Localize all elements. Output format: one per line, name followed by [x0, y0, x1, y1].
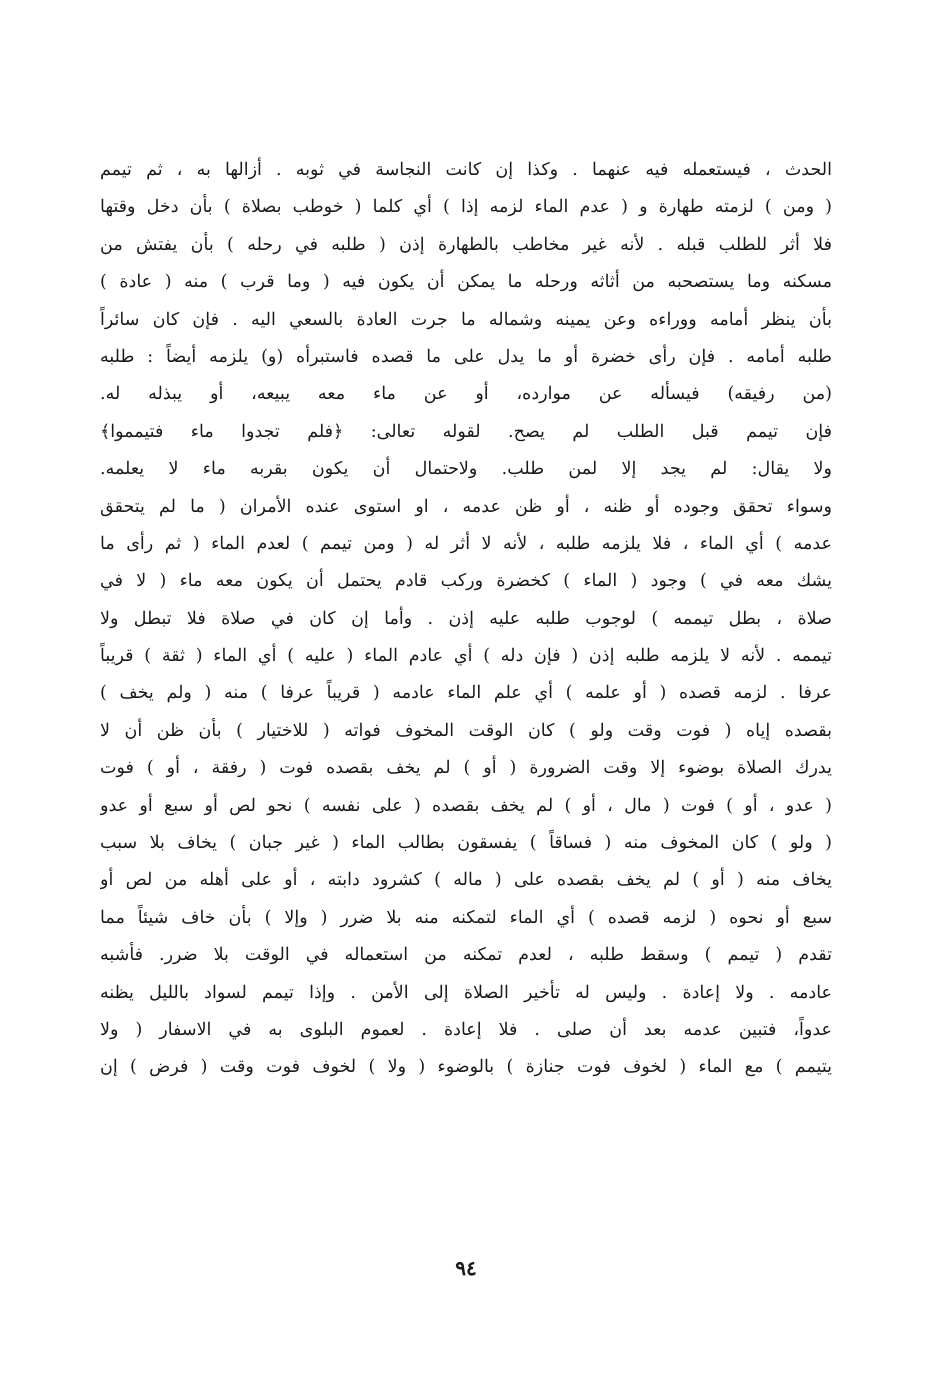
text-line-8: فإن تيمم قبل الطلب لم يصح. لقوله تعالى: ﴿فلم تجدوا ماء فتيمموا﴾	[100, 421, 832, 442]
text-line-3: فلا أثر للطلب قبله . لأنه غير مخاطب بالطهارة إذن ( طلبه في رحله ) بأن يفتش من	[100, 234, 832, 255]
text-line-13: صلاة ، بطل تيممه ) لوجوب طلبه عليه إذن . وأما إن كان في صلاة فلا تبطل ولا	[100, 608, 832, 629]
text-line-12: يشك معه في ) وجود ( الماء ) كخضرة وركب قادم يحتمل أن يكون معه ماء ( لا في	[100, 571, 832, 592]
text-line-19: ( ولو ) كان المخوف منه ( فساقاً ) يفسقون بطالب الماء ( غير جبان ) يخاف بلا سبب	[100, 833, 832, 854]
text-line-1: الحدث ، فيستعمله فيه عنهما . وكذا إن كانت النجاسة في ثوبه . أزالها به ، ثم تيمم	[100, 160, 832, 180]
body-text	[100, 152, 832, 1087]
text-line-25: يتيمم ) مع الماء ( لخوف فوت جنازة ) بالوضوء ( ولا ) لخوف فوت وقت ( فرض ) إن	[100, 1057, 832, 1078]
page-number: ٩٤	[455, 1256, 477, 1280]
text-line-22: تقدم ( تيمم ) وسقط طلبه ، لعدم تمكنه من استعماله في الوقت بلا ضرر. فأشبه	[100, 945, 832, 966]
text-line-17: يدرك الصلاة بوضوء إلا وقت الضرورة ( أو ) لم يخف بقصده فوت ( رفقة ، أو ) فوت	[100, 758, 832, 779]
text-line-18: ( عدو ، أو ) فوت ( مال ، أو ) لم يخف بقصده ( على نفسه ) نحو لص أو سبع أو عدو	[100, 795, 832, 816]
text-line-7: (من رفيقه) فيسأله عن موارده، أو عن ماء معه يبيعه، أو يبذله له.	[100, 384, 832, 405]
text-line-4: مسكنه وما يستصحبه من أثاثه ورحله ما يمكن أن يكون فيه ( وما قرب ) منه ( عادة )	[100, 272, 832, 293]
text-line-15: عرفا . لزمه قصده ( أو علمه ) أي علم الماء عادمه ( قريباً عرفا ) منه ( ولم يخف )	[100, 683, 832, 704]
text-line-20: يخاف منه ( أو ) لم يخف بقصده على ( ماله ) كشرود دابته ، أو على أهله من لص أو	[100, 870, 832, 891]
text-line-11: عدمه ) أي الماء ، فلا يلزمه طلبه ، لأنه لا أثر له ( ومن تيمم ) لعدم الماء ( ثم رأى ما	[100, 533, 832, 554]
text-line-9: ولا يقال: لم يجد إلا لمن طلب. ولاحتمال أن يكون بقربه ماء لا يعلمه.	[100, 459, 832, 480]
text-line-2: ( ومن ) لزمته طهارة و ( عدم الماء لزمه إذا ) أي كلما ( خوطب بصلاة ) بأن دخل وقتها	[100, 197, 832, 218]
text-line-14: تيممه . لأنه لا يلزمه طلبه إذن ( فإن دله ) أي عادم الماء ( عليه ) أي الماء ( ثقة ) قريباً	[100, 646, 832, 667]
text-line-16: بقصده إياه ( فوت وقت ولو ) كان الوقت المخوف فواته ( للاختيار ) بأن ظن أن لا	[100, 720, 832, 741]
text-line-10: وسواء تحقق وجوده أو ظنه ، أو ظن عدمه ، او استوى عنده الأمران ( ما لم يتحقق	[100, 496, 832, 517]
text-line-21: سبع أو نحوه ( لزمه قصده ) أي الماء لتمكنه منه بلا ضرر ( وإلا ) بأن خاف شيئاً مما	[100, 907, 832, 928]
text-line-6: طلبه أمامه . فإن رأى خضرة أو ما يدل على ما قصده فاستبرأه (و) يلزمه أيضاً : طلبه	[100, 346, 832, 367]
text-line-5: بأن ينظر أمامه ووراءه وعن يمينه وشماله ما جرت العادة بالسعي اليه . فإن كان سائراً	[100, 309, 832, 330]
text-line-23: عادمه . ولا إعادة . وليس له تأخير الصلاة إلى الأمن . وإذا تيمم لسواد بالليل يظنه	[100, 982, 832, 1003]
text-line-24: عدواً، فتبين عدمه بعد أن صلى . فلا إعادة . لعموم البلوى به في الاسفار ( ولا	[100, 1019, 832, 1040]
